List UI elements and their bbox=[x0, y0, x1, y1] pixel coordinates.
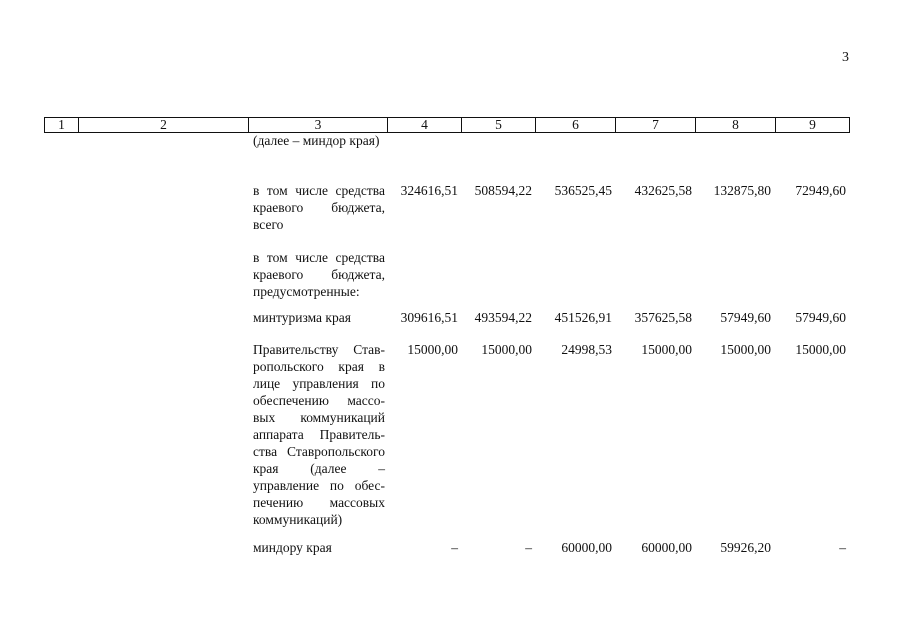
value-cell: 309616,51 bbox=[400, 310, 458, 325]
value-cell: 536525,45 bbox=[554, 183, 612, 198]
column-number: 7 bbox=[616, 118, 696, 133]
value-cell: 15000,00 bbox=[641, 342, 692, 357]
value-cell: 72949,60 bbox=[795, 183, 846, 198]
value-cell: 451526,91 bbox=[554, 310, 612, 325]
row-label: в том числе средства краевого бюджета, предусмотренные: bbox=[253, 250, 385, 299]
column-number: 5 bbox=[462, 118, 536, 133]
value-cell: – bbox=[839, 540, 846, 555]
value-cell: 15000,00 bbox=[720, 342, 771, 357]
value-cell: 357625,58 bbox=[634, 310, 692, 325]
value-cell: – bbox=[525, 540, 532, 555]
value-cell: 508594,22 bbox=[474, 183, 532, 198]
page-number: 3 bbox=[842, 50, 849, 65]
row-label: минтуризма края bbox=[253, 310, 351, 325]
value-cell: 432625,58 bbox=[634, 183, 692, 198]
value-cell: – bbox=[451, 540, 458, 555]
column-number: 2 bbox=[79, 118, 249, 133]
column-number-header bbox=[44, 117, 850, 133]
value-cell: 324616,51 bbox=[400, 183, 458, 198]
value-cell: 60000,00 bbox=[561, 540, 612, 555]
value-cell: 57949,60 bbox=[795, 310, 846, 325]
value-cell: 15000,00 bbox=[795, 342, 846, 357]
column-number: 9 bbox=[776, 118, 850, 133]
column-number: 6 bbox=[536, 118, 616, 133]
value-cell: 132875,80 bbox=[713, 183, 771, 198]
column-number: 4 bbox=[388, 118, 462, 133]
value-cell: 15000,00 bbox=[481, 342, 532, 357]
value-cell: 15000,00 bbox=[407, 342, 458, 357]
value-cell: 493594,22 bbox=[474, 310, 532, 325]
row-label: в том числе средства краевого бюджета, всего bbox=[253, 183, 385, 232]
row-label: Правительству Ставропольского края в лице управления по обеспечению массовых коммуникаций аппарата Правительства Ставропольского края (далее – управление по обеспечению массовых коммуникаций) bbox=[253, 342, 385, 527]
header-row bbox=[45, 118, 850, 133]
column-number: 8 bbox=[696, 118, 776, 133]
row-label: (далее – миндор края) bbox=[253, 133, 380, 148]
value-cell: 59926,20 bbox=[720, 540, 771, 555]
row-label: миндору края bbox=[253, 540, 332, 555]
column-number: 1 bbox=[45, 118, 79, 133]
value-cell: 57949,60 bbox=[720, 310, 771, 325]
column-number: 3 bbox=[249, 118, 388, 133]
value-cell: 60000,00 bbox=[641, 540, 692, 555]
value-cell: 24998,53 bbox=[561, 342, 612, 357]
